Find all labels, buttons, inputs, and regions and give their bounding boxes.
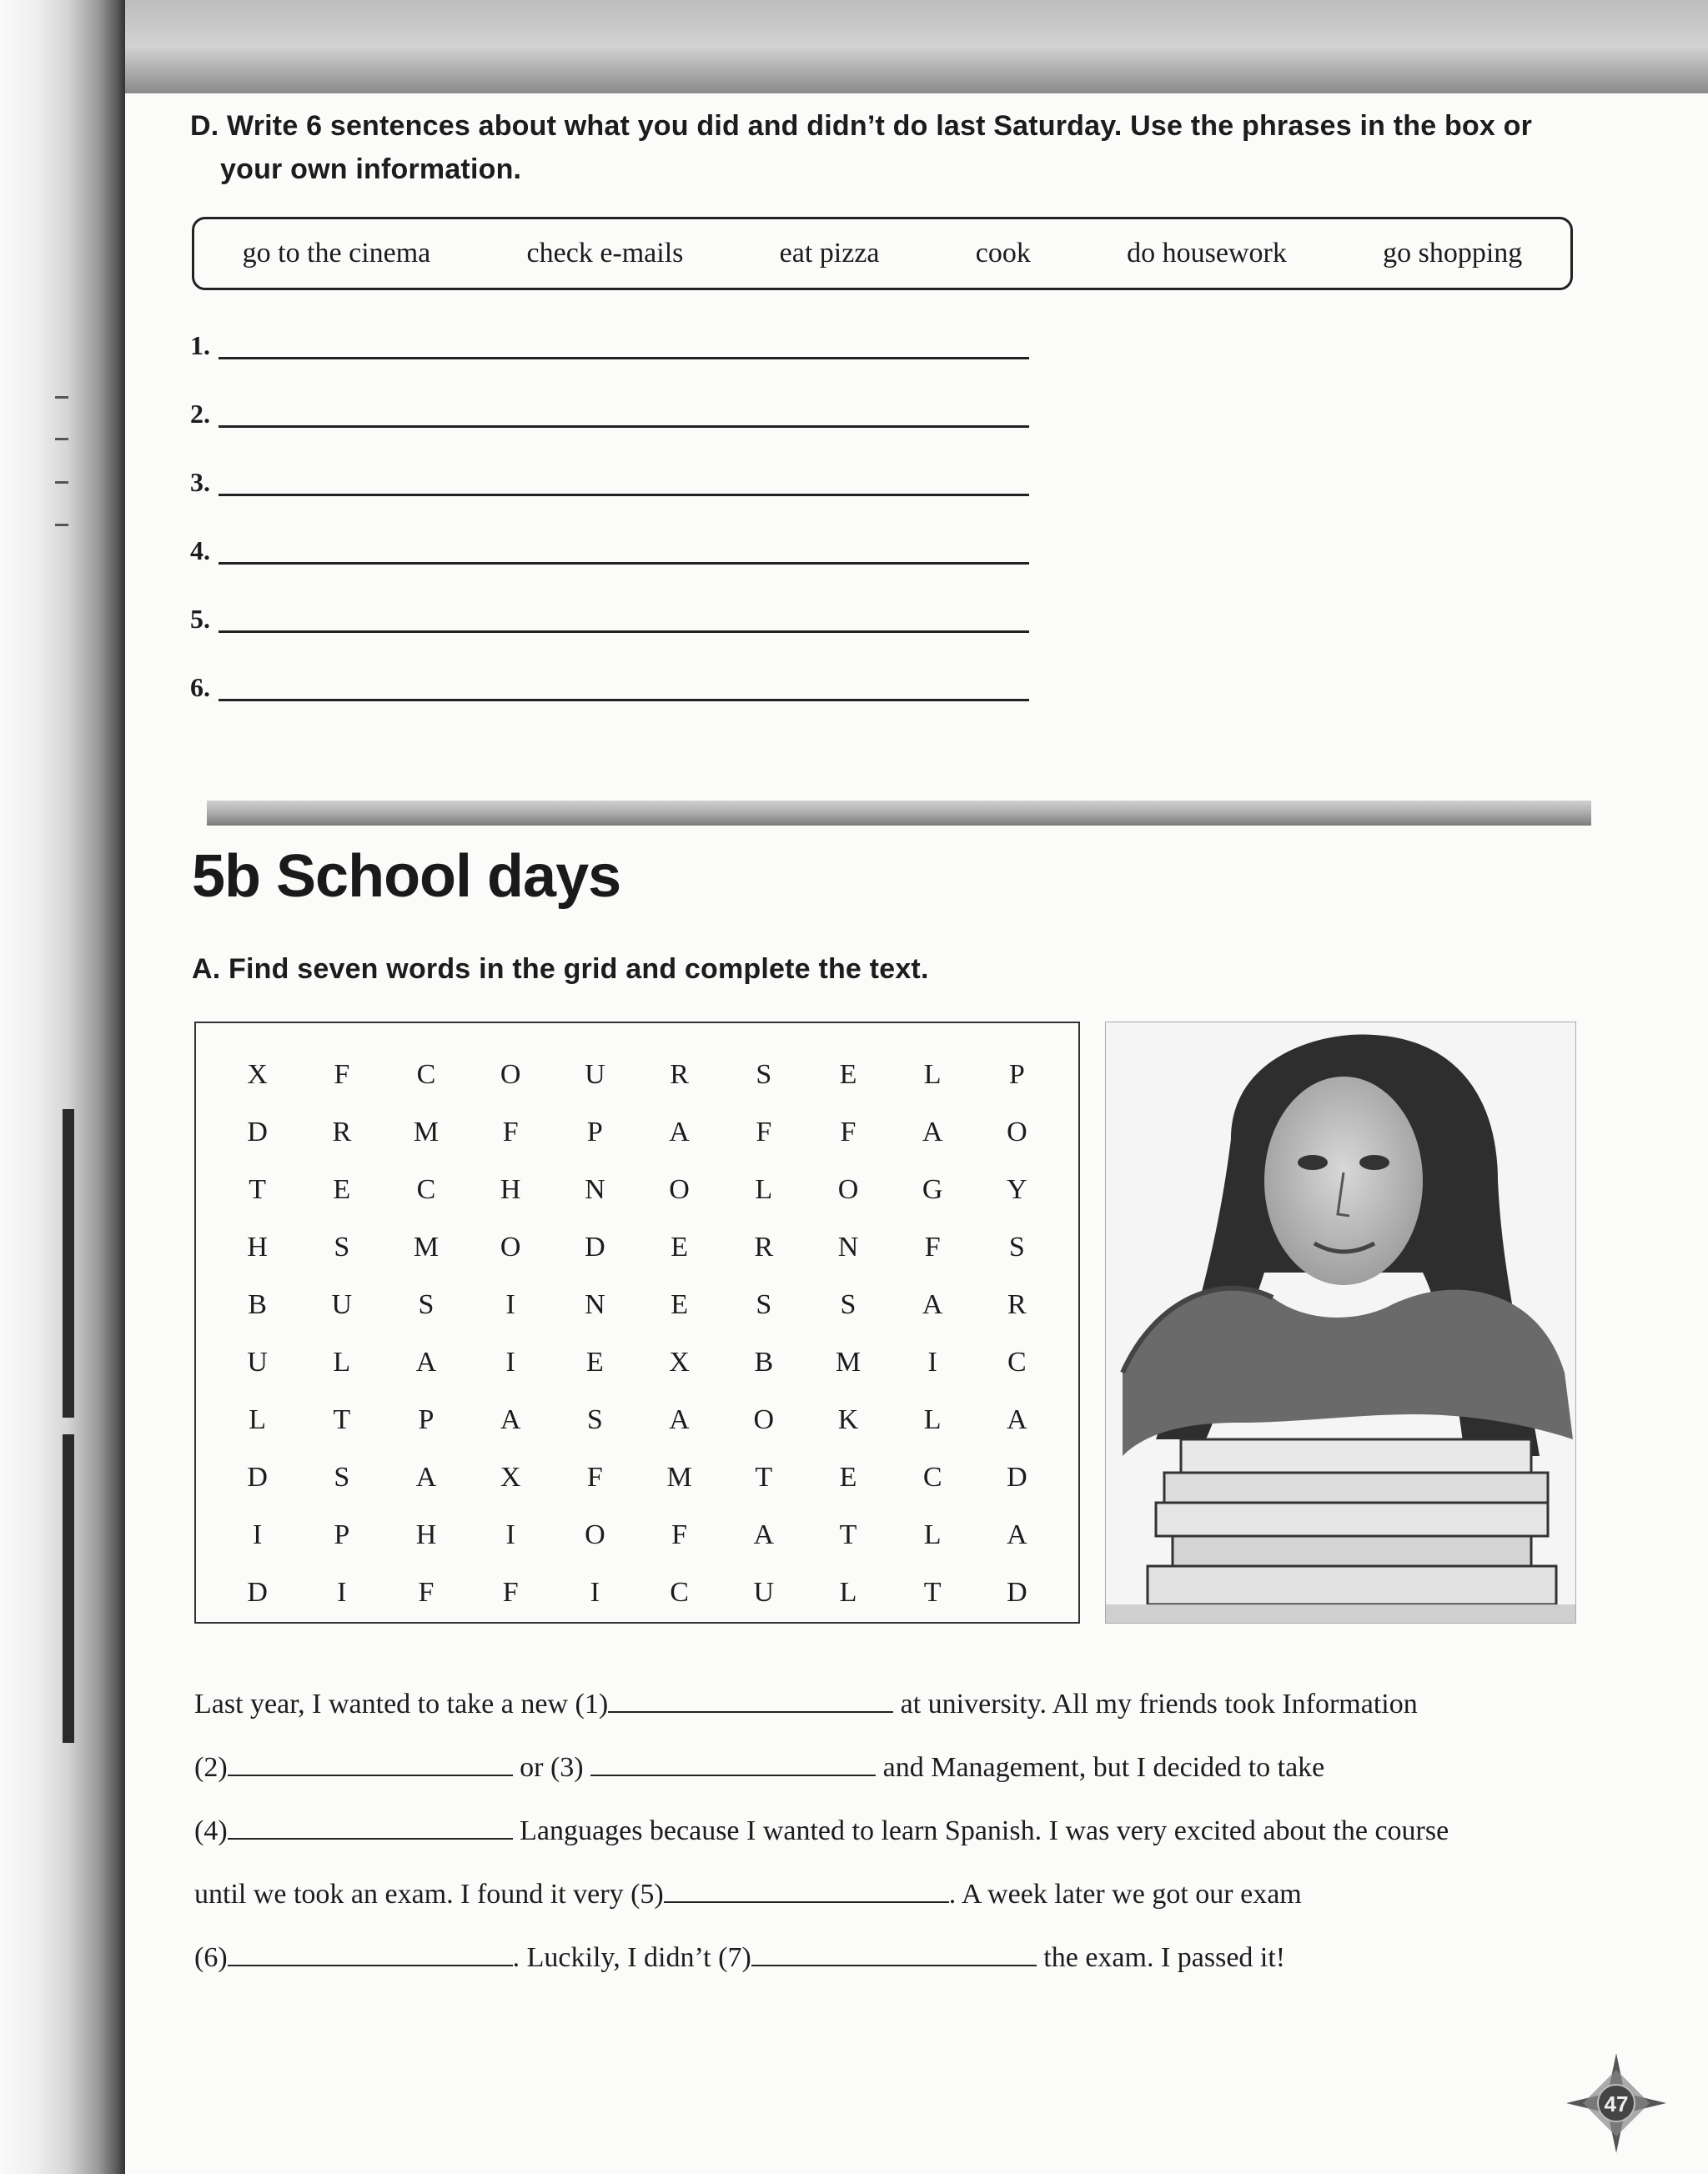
grid-letter: O bbox=[753, 1404, 775, 1435]
grid-letter: U bbox=[585, 1059, 605, 1090]
text-segment: (2) bbox=[194, 1752, 228, 1783]
grid-letter: M bbox=[413, 1232, 440, 1263]
grid-letter: P bbox=[334, 1519, 350, 1550]
grid-letter: F bbox=[671, 1519, 688, 1550]
grid-letter: C bbox=[922, 1462, 942, 1493]
blank-3[interactable] bbox=[590, 1751, 876, 1776]
grid-letter: O bbox=[669, 1174, 690, 1205]
grid-letter: E bbox=[839, 1462, 857, 1493]
phrase: cook bbox=[975, 238, 1031, 269]
phrase: go shopping bbox=[1383, 238, 1523, 269]
grid-letter: A bbox=[753, 1519, 775, 1550]
grid-letter: A bbox=[415, 1462, 437, 1493]
letter-grid bbox=[215, 1046, 1059, 1621]
grid-letter: X bbox=[247, 1059, 268, 1090]
grid-letter: O bbox=[585, 1519, 605, 1550]
text-segment: at university. All my friends took Information bbox=[893, 1689, 1418, 1720]
grid-letter: S bbox=[334, 1462, 350, 1493]
grid-letter: R bbox=[754, 1232, 774, 1263]
answer-rule bbox=[219, 699, 1029, 701]
grid-letter: N bbox=[585, 1289, 605, 1320]
writing-line-6[interactable] bbox=[190, 670, 1029, 703]
margin-mark bbox=[55, 524, 68, 526]
grid-letter: L bbox=[923, 1404, 942, 1435]
grid-letter: R bbox=[1007, 1289, 1027, 1320]
grid-letter: A bbox=[922, 1289, 943, 1320]
phrase-box bbox=[192, 217, 1573, 290]
grid-letter: E bbox=[333, 1174, 351, 1205]
blank-5[interactable] bbox=[664, 1878, 949, 1903]
grid-letter: N bbox=[837, 1232, 859, 1263]
text-line bbox=[194, 1863, 1595, 1926]
girl-with-books-image bbox=[1106, 1022, 1576, 1624]
grid-letter: E bbox=[671, 1232, 688, 1263]
exercise-d-instruction bbox=[190, 104, 1532, 191]
grid-letter: F bbox=[502, 1117, 519, 1147]
section-title: 5b School days bbox=[192, 843, 621, 910]
grid-letter: T bbox=[249, 1174, 266, 1205]
grid-letter: F bbox=[586, 1462, 603, 1493]
grid-letter: T bbox=[923, 1577, 942, 1608]
text-line bbox=[194, 1736, 1595, 1800]
grid-letter: H bbox=[415, 1519, 437, 1550]
writing-line-2[interactable] bbox=[190, 396, 1029, 429]
grid-letter: M bbox=[666, 1462, 692, 1493]
grid-letter: T bbox=[839, 1519, 857, 1550]
grid-letter: T bbox=[333, 1404, 351, 1435]
grid-letter: B bbox=[248, 1289, 267, 1320]
text-line bbox=[194, 1926, 1595, 1990]
grid-letter: R bbox=[332, 1117, 352, 1147]
grid-letter: L bbox=[755, 1174, 773, 1205]
grid-letter: I bbox=[927, 1347, 937, 1378]
blank-2[interactable] bbox=[228, 1751, 513, 1776]
grid-letter: D bbox=[1007, 1462, 1027, 1493]
line-number: 3. bbox=[190, 467, 210, 497]
text-segment: (6) bbox=[194, 1942, 228, 1973]
grid-letter: H bbox=[247, 1232, 268, 1263]
grid-letter: S bbox=[334, 1232, 350, 1263]
grid-letter: O bbox=[837, 1174, 859, 1205]
student-photo bbox=[1105, 1022, 1576, 1624]
exercise-a-instruction: A. Find seven words in the grid and complete the text. bbox=[192, 953, 929, 985]
grid-letter: S bbox=[840, 1289, 857, 1320]
grid-letter: C bbox=[416, 1059, 436, 1090]
grid-letter: A bbox=[669, 1404, 690, 1435]
grid-letter: A bbox=[669, 1117, 690, 1147]
grid-letter: D bbox=[247, 1577, 268, 1608]
writing-line-4[interactable] bbox=[190, 533, 1029, 566]
instruction-line: D. Write 6 sentences about what you did and didn’t do last Saturday. Use the phrases in the box or bbox=[190, 110, 1533, 142]
blank-6[interactable] bbox=[228, 1941, 513, 1966]
grid-letter: I bbox=[505, 1519, 515, 1550]
grid-letter: D bbox=[247, 1117, 268, 1147]
grid-letter: E bbox=[839, 1059, 857, 1090]
text-segment: . Luckily, I didn’t (7) bbox=[512, 1942, 751, 1973]
line-number: 1. bbox=[190, 330, 210, 360]
grid-letter: M bbox=[835, 1347, 862, 1378]
grid-letter: G bbox=[922, 1174, 943, 1205]
grid-letter: I bbox=[505, 1289, 515, 1320]
grid-letter: P bbox=[418, 1404, 435, 1435]
blank-7[interactable] bbox=[751, 1941, 1037, 1966]
grid-letter: D bbox=[585, 1232, 605, 1263]
grid-letter: A bbox=[1007, 1404, 1027, 1435]
grid-letter: S bbox=[418, 1289, 435, 1320]
grid-letter: K bbox=[837, 1404, 859, 1435]
instruction-line: your own information. bbox=[220, 153, 522, 185]
line-number: 5. bbox=[190, 604, 210, 634]
grid-letter: S bbox=[756, 1289, 772, 1320]
grid-letter: U bbox=[331, 1289, 353, 1320]
grid-letter: C bbox=[1007, 1347, 1027, 1378]
grid-letter: X bbox=[500, 1462, 521, 1493]
grid-letter: L bbox=[333, 1347, 351, 1378]
grid-letter: C bbox=[416, 1174, 436, 1205]
answer-rule bbox=[219, 425, 1029, 428]
text-segment: (4) bbox=[194, 1815, 228, 1846]
text-segment: or (3) bbox=[512, 1752, 591, 1783]
margin-bar bbox=[63, 1109, 74, 1418]
section-divider bbox=[207, 801, 1591, 826]
text-segment: the exam. I passed it! bbox=[1036, 1942, 1286, 1973]
grid-letter: L bbox=[839, 1577, 857, 1608]
answer-rule bbox=[219, 494, 1029, 496]
grid-letter: F bbox=[924, 1232, 941, 1263]
grid-letter: U bbox=[753, 1577, 775, 1608]
text-segment: . A week later we got our exam bbox=[948, 1879, 1302, 1910]
grid-letter: R bbox=[670, 1059, 689, 1090]
grid-letter: O bbox=[1007, 1117, 1027, 1147]
grid-letter: F bbox=[502, 1577, 519, 1608]
grid-letter: P bbox=[1008, 1059, 1025, 1090]
grid-letter: O bbox=[500, 1059, 521, 1090]
line-number: 2. bbox=[190, 399, 210, 429]
writing-line-3[interactable] bbox=[190, 464, 1029, 498]
grid-letter: A bbox=[415, 1347, 437, 1378]
grid-letter: S bbox=[586, 1404, 603, 1435]
text-segment: and Management, but I decided to take bbox=[876, 1752, 1325, 1783]
text-segment: until we took an exam. I found it very (5) bbox=[194, 1879, 664, 1910]
page-number: 47 bbox=[1604, 2091, 1629, 2116]
grid-letter: A bbox=[922, 1117, 943, 1147]
grid-letter: Y bbox=[1007, 1174, 1027, 1205]
phrase: go to the cinema bbox=[242, 238, 431, 269]
grid-letter: U bbox=[247, 1347, 268, 1378]
grid-letter: F bbox=[334, 1059, 350, 1090]
exercise-text bbox=[194, 1673, 1595, 1990]
grid-letter: D bbox=[1007, 1577, 1027, 1608]
text-segment: Last year, I wanted to take a new (1) bbox=[194, 1689, 609, 1720]
text-line bbox=[194, 1800, 1595, 1863]
margin-bar bbox=[63, 1434, 74, 1743]
grid-letter: O bbox=[500, 1232, 521, 1263]
line-number: 4. bbox=[190, 535, 210, 565]
grid-letter: P bbox=[586, 1117, 603, 1147]
phrase: check e-mails bbox=[526, 238, 684, 269]
grid-letter: E bbox=[586, 1347, 604, 1378]
page-number-badge bbox=[1566, 2053, 1666, 2153]
line-number: 6. bbox=[190, 672, 210, 702]
grid-letter: I bbox=[590, 1577, 600, 1608]
grid-letter: L bbox=[923, 1519, 942, 1550]
grid-letter: L bbox=[249, 1404, 266, 1435]
grid-letter: T bbox=[755, 1462, 773, 1493]
grid-letter: S bbox=[756, 1059, 772, 1090]
grid-letter: D bbox=[247, 1462, 268, 1493]
answer-rule bbox=[219, 357, 1029, 359]
margin-mark bbox=[55, 481, 68, 484]
answer-rule bbox=[219, 562, 1029, 565]
grid-letter: A bbox=[1007, 1519, 1027, 1550]
grid-letter: M bbox=[413, 1117, 440, 1147]
writing-line-5[interactable] bbox=[190, 601, 1029, 635]
grid-letter: A bbox=[500, 1404, 521, 1435]
grid-letter: N bbox=[585, 1174, 605, 1205]
grid-letter: I bbox=[337, 1577, 347, 1608]
grid-letter: C bbox=[670, 1577, 689, 1608]
grid-letter: S bbox=[1008, 1232, 1025, 1263]
grid-letter: X bbox=[669, 1347, 690, 1378]
grid-letter: H bbox=[500, 1174, 521, 1205]
top-decorative-band bbox=[125, 0, 1708, 93]
page-binding-shadow bbox=[0, 0, 125, 2174]
grid-letter: F bbox=[756, 1117, 772, 1147]
writing-line-1[interactable] bbox=[190, 328, 1029, 361]
margin-mark bbox=[55, 396, 68, 399]
phrase: do housework bbox=[1127, 238, 1287, 269]
grid-letter: I bbox=[505, 1347, 515, 1378]
grid-letter: E bbox=[671, 1289, 688, 1320]
blank-4[interactable] bbox=[228, 1815, 513, 1840]
grid-letter: B bbox=[754, 1347, 774, 1378]
margin-mark bbox=[55, 438, 68, 440]
grid-letter: I bbox=[252, 1519, 263, 1550]
answer-rule bbox=[219, 630, 1029, 633]
grid-letter: F bbox=[840, 1117, 857, 1147]
blank-1[interactable] bbox=[608, 1688, 893, 1713]
grid-letter: F bbox=[418, 1577, 435, 1608]
grid-letter: L bbox=[923, 1059, 942, 1090]
word-search-grid bbox=[194, 1022, 1080, 1624]
text-segment: Languages because I wanted to learn Spanish. I was very excited about the course bbox=[512, 1815, 1449, 1846]
phrase: eat pizza bbox=[779, 238, 880, 269]
text-line bbox=[194, 1673, 1595, 1736]
